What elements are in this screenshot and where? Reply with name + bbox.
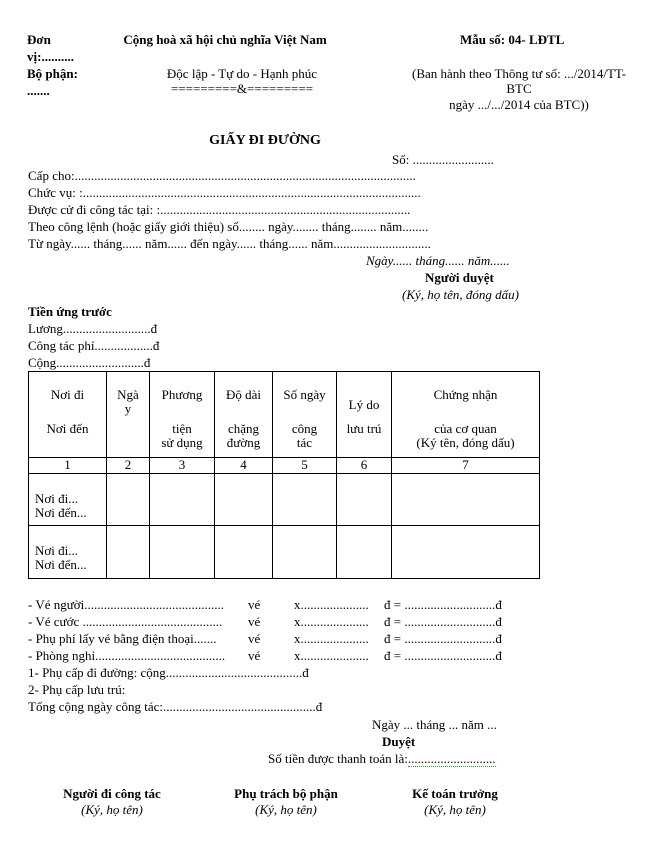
allowance-stay: 2- Phụ cấp lưu trú: bbox=[28, 682, 126, 697]
cost-freight-unit: vé bbox=[248, 614, 261, 629]
cost-room-unit: vé bbox=[248, 648, 261, 663]
advance-total: Cộng...........................đ bbox=[28, 355, 151, 370]
col-number: 1 bbox=[29, 458, 107, 474]
signature-dept-head-note: (Ký, họ tên) bbox=[255, 802, 317, 817]
field-order: Theo công lệnh (hoặc giấy giới thiệu) số........ ngày........ tháng........ năm........ bbox=[28, 219, 429, 234]
route-cell: Nơi đi... Nơi đến... bbox=[29, 474, 107, 526]
cost-room-eq: đ = ............................đ bbox=[384, 648, 502, 663]
cost-ticket-x: x..................... bbox=[294, 597, 369, 612]
empty-cell bbox=[215, 526, 273, 579]
col-number: 2 bbox=[107, 458, 150, 474]
republic-title: Cộng hoà xã hội chủ nghĩa Việt Nam bbox=[123, 32, 327, 47]
header-distance: Độ dài chặng đường bbox=[215, 372, 273, 458]
cost-ticket-label: - Vé người........................................... bbox=[28, 597, 225, 612]
empty-cell bbox=[273, 474, 337, 526]
header-day: Ngà y bbox=[107, 372, 150, 458]
issued-line-1: (Ban hành theo Thông tư số: .../2014/TT- bbox=[412, 66, 626, 81]
field-position: Chức vụ: :........................................................................................................ bbox=[28, 185, 421, 200]
cost-freight-label: - Vé cước ........................................... bbox=[28, 614, 223, 629]
allowance-travel: 1- Phụ cấp đi đường: cộng..........................................đ bbox=[28, 665, 309, 680]
empty-cell bbox=[215, 474, 273, 526]
approval-date-line: Ngày...... tháng...... năm...... bbox=[366, 253, 510, 268]
header-place: Nơi đi Nơi đến bbox=[29, 372, 107, 458]
col-number: 7 bbox=[392, 458, 540, 474]
cost-freight-eq: đ = ............................đ bbox=[384, 614, 502, 629]
field-period: Từ ngày...... tháng...... năm...... đến ngày...... tháng...... năm.............................. bbox=[28, 236, 431, 251]
col-number: 6 bbox=[337, 458, 392, 474]
empty-cell bbox=[107, 526, 150, 579]
approver-sign-note: (Ký, họ tên, đóng dấu) bbox=[402, 287, 519, 302]
department-dots: ....... bbox=[27, 83, 50, 98]
cost-ticket-unit: vé bbox=[248, 597, 261, 612]
signature-chief-accountant-note: (Ký, họ tên) bbox=[424, 802, 486, 817]
table-header-row bbox=[29, 372, 540, 458]
issued-line-3: ngày .../.../2014 của BTC)) bbox=[449, 97, 589, 112]
col-number: 3 bbox=[150, 458, 215, 474]
signature-traveler-note: (Ký, họ tên) bbox=[81, 802, 143, 817]
cost-phone-unit: vé bbox=[248, 631, 261, 646]
empty-cell bbox=[392, 526, 540, 579]
table-number-row bbox=[29, 458, 540, 474]
signature-traveler-title: Người đi công tác bbox=[63, 786, 161, 801]
field-issued-to: Cấp cho:......................................................................................................... bbox=[28, 168, 416, 183]
cost-phone-eq: đ = ............................đ bbox=[384, 631, 502, 646]
cost-room-x: x..................... bbox=[294, 648, 369, 663]
empty-cell bbox=[337, 526, 392, 579]
unit-label: Đơn bbox=[27, 32, 51, 47]
empty-cell bbox=[273, 526, 337, 579]
table-row bbox=[29, 474, 540, 526]
cost-phone-x: x..................... bbox=[294, 631, 369, 646]
field-destination: Được cử đi công tác tại: :............................................................................. bbox=[28, 202, 411, 217]
cost-ticket-eq: đ = ............................đ bbox=[384, 597, 502, 612]
empty-cell bbox=[107, 474, 150, 526]
motto-separator: =========&========= bbox=[170, 81, 314, 96]
department-label: Bộ phận: bbox=[27, 66, 78, 81]
payment-amount bbox=[268, 751, 496, 766]
col-number: 5 bbox=[273, 458, 337, 474]
form-number: Mẫu số: 04- LĐTL bbox=[460, 32, 565, 47]
empty-cell bbox=[150, 526, 215, 579]
travel-table bbox=[28, 371, 540, 579]
approval-date: Ngày ... tháng ... năm ... bbox=[372, 717, 497, 732]
col-number: 4 bbox=[215, 458, 273, 474]
unit-label-dots: vị:.......... bbox=[27, 49, 74, 64]
signature-dept-head-title: Phụ trách bộ phận bbox=[234, 786, 338, 801]
table-row bbox=[29, 526, 540, 579]
header-certification: Chứng nhận của cơ quan (Ký tên, đóng dấu) bbox=[392, 372, 540, 458]
advance-allowance: Công tác phí..................đ bbox=[28, 338, 160, 353]
document-number: Số: ......................... bbox=[392, 152, 494, 167]
header-transport: Phương tiện sử dụng bbox=[150, 372, 215, 458]
cost-freight-x: x..................... bbox=[294, 614, 369, 629]
issued-line-2: BTC bbox=[506, 81, 532, 96]
cost-phone-label: - Phụ phí lấy vé bằng điện thoại....... bbox=[28, 631, 217, 646]
approval-title: Duyệt bbox=[382, 734, 416, 749]
payment-amount-label: Số tiền được thanh toán là: bbox=[268, 751, 408, 766]
header-reason: Lý do lưu trú bbox=[337, 372, 392, 458]
motto: Độc lập - Tự do - Hạnh phúc bbox=[166, 66, 318, 81]
empty-cell bbox=[392, 474, 540, 526]
empty-cell bbox=[150, 474, 215, 526]
advance-salary: Lương...........................đ bbox=[28, 321, 158, 336]
approver-title: Người duyệt bbox=[425, 270, 494, 285]
total-work-days: Tổng cộng ngày công tác:...............................................đ bbox=[28, 699, 323, 714]
cost-room-label: - Phòng nghỉ........................................ bbox=[28, 648, 226, 663]
payment-amount-dots: ........................... bbox=[407, 751, 496, 766]
empty-cell bbox=[337, 474, 392, 526]
header-workdays: Số ngày công tác bbox=[273, 372, 337, 458]
advance-title: Tiền ứng trước bbox=[28, 304, 112, 319]
document-title: GIẤY ĐI ĐƯỜNG bbox=[209, 133, 321, 148]
route-cell: Nơi đi... Nơi đến... bbox=[29, 526, 107, 579]
signature-chief-accountant-title: Kế toán trưởng bbox=[412, 786, 498, 801]
